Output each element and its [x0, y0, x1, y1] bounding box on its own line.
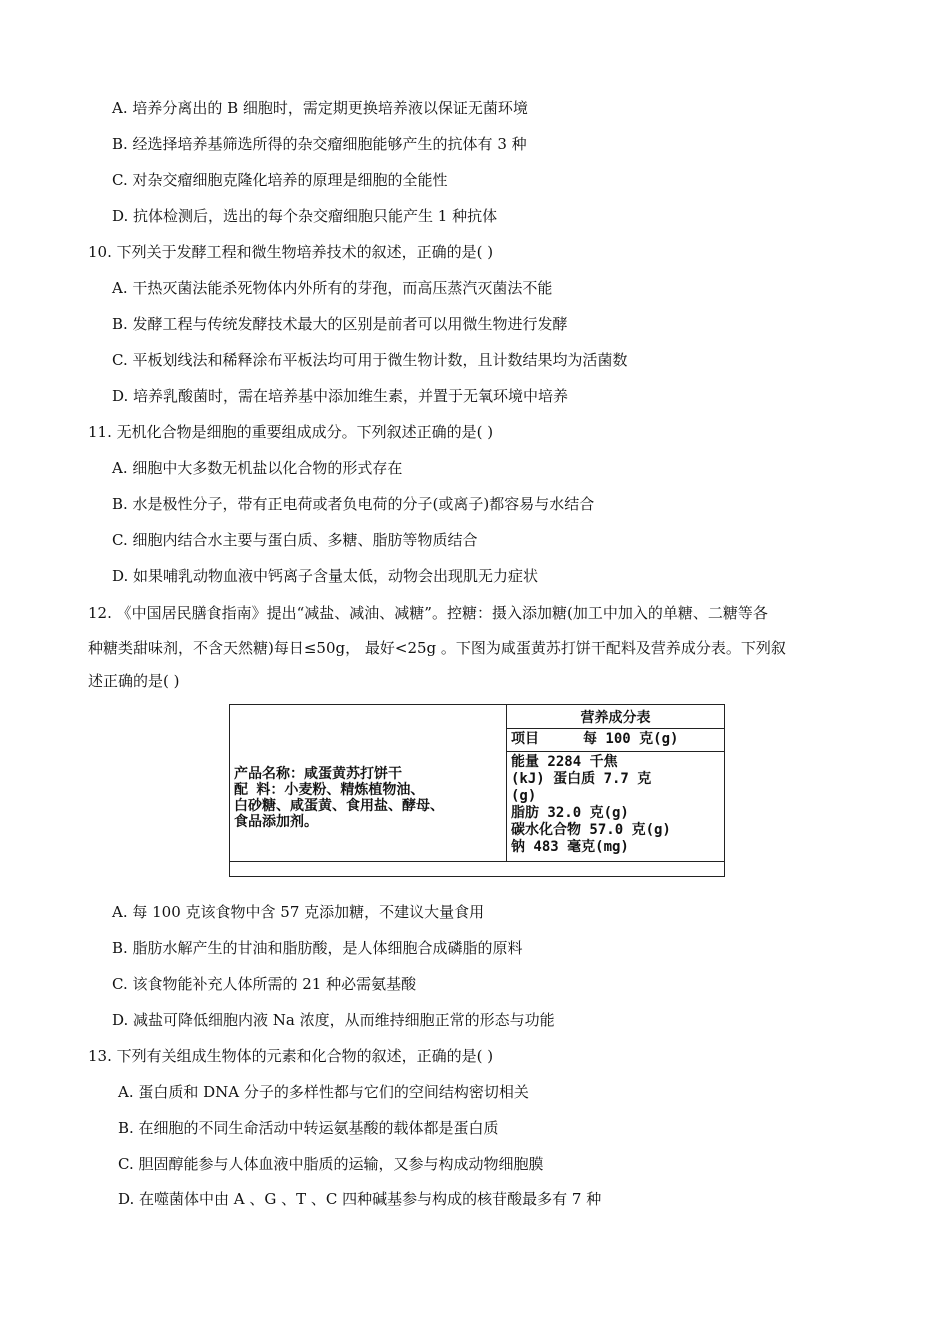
q13-option-a: A. 蛋白质和 DNA 分子的多样性都与它们的空间结构密切相关	[118, 1083, 529, 1101]
q12-stem-line3: 述正确的是( )	[88, 672, 180, 690]
fact-protein: (kJ) 蛋白质 7.7 克	[511, 771, 652, 788]
q12-option-c: C. 该食物能补充人体所需的 21 种必需氨基酸	[112, 975, 417, 993]
fact-carbohydrate: 碳水化合物 57.0 克(g)	[511, 822, 671, 839]
q13-option-b: B. 在细胞的不同生命活动中转运氨基酸的载体都是蛋白质	[118, 1119, 499, 1137]
q10-option-a: A. 干热灭菌法能杀死物体内外所有的芽孢，而高压蒸汽灭菌法不能	[112, 279, 553, 297]
q9-option-c: C. 对杂交瘤细胞克隆化培养的原理是细胞的全能性	[112, 171, 448, 189]
fact-fat: 脂肪 32.0 克(g)	[511, 805, 629, 822]
q10-option-b: B. 发酵工程与传统发酵技术最大的区别是前者可以用微生物进行发酵	[112, 315, 568, 333]
facts-header-item: 项目	[511, 731, 539, 748]
product-info-cell	[230, 705, 507, 862]
fact-sodium: 钠 483 毫克(mg)	[511, 839, 629, 856]
fact-protein-unit: (g)	[511, 788, 537, 805]
nutrition-facts-title: 营养成分表	[507, 705, 725, 729]
q11-option-a: A. 细胞中大多数无机盐以化合物的形式存在	[112, 459, 403, 477]
q13-stem: 13. 下列有关组成生物体的元素和化合物的叙述，正确的是( )	[88, 1047, 494, 1065]
facts-header-per: 每 100 克(g)	[583, 731, 679, 748]
q13-option-d: D. 在噬菌体中由 A 、G 、T 、C 四种碱基参与构成的核苷酸最多有 7 种	[118, 1190, 602, 1208]
q12-option-a: A. 每 100 克该食物中含 57 克添加糖，不建议大量食用	[112, 903, 485, 921]
q12-stem-line2: 种糖类甜味剂，不含天然糖)每日≤50g， 最好<25g 。下图为咸蛋黄苏打饼干配料及营养成分表。下列叙	[88, 639, 786, 657]
q13-option-c: C. 胆固醇能参与人体血液中脂质的运输，又参与构成动物细胞膜	[118, 1155, 544, 1173]
product-name: 产品名称：咸蛋黄苏打饼干	[234, 765, 402, 782]
q11-option-d: D. 如果哺乳动物血液中钙离子含量太低，动物会出现肌无力症状	[112, 567, 539, 585]
q11-option-c: C. 细胞内结合水主要与蛋白质、多糖、脂肪等物质结合	[112, 531, 478, 549]
ingredients-line3: 食品添加剂。	[234, 813, 318, 830]
q12-option-d: D. 减盐可降低细胞内液 Na 浓度，从而维持细胞正常的形态与功能	[112, 1011, 555, 1029]
q12-stem-line1: 12. 《中国居民膳食指南》提出“减盐、减油、减糖”。控糖：摄入添加糖(加工中加入的单糖、二糖等各	[88, 604, 768, 622]
q9-option-b: B. 经选择培养基筛选所得的杂交瘤细胞能够产生的抗体有 3 种	[112, 135, 527, 153]
table-empty-row	[230, 861, 725, 876]
ingredients-line1: 配 料：小麦粉、精炼植物油、	[234, 781, 425, 798]
nutrition-facts-cell	[507, 729, 725, 861]
q11-stem: 11. 无机化合物是细胞的重要组成成分。下列叙述正确的是( )	[88, 423, 494, 441]
q10-option-d: D. 培养乳酸菌时，需在培养基中添加维生素，并置于无氧环境中培养	[112, 387, 569, 405]
nutrition-table	[229, 704, 725, 877]
q11-option-b: B. 水是极性分子，带有正电荷或者负电荷的分子(或离子)都容易与水结合	[112, 495, 595, 513]
q10-option-c: C. 平板划线法和稀释涂布平板法均可用于微生物计数，且计数结果均为活菌数	[112, 351, 628, 369]
q10-stem: 10. 下列关于发酵工程和微生物培养技术的叙述，正确的是( )	[88, 243, 494, 261]
q12-option-b: B. 脂肪水解产生的甘油和脂肪酸，是人体细胞合成磷脂的原料	[112, 939, 523, 957]
q9-option-a: A. 培养分离出的 B 细胞时，需定期更换培养液以保证无菌环境	[112, 99, 528, 117]
fact-energy: 能量 2284 千焦	[511, 754, 618, 771]
facts-header-row	[507, 729, 724, 752]
ingredients-line2: 白砂糖、咸蛋黄、食用盐、酵母、	[234, 797, 444, 814]
q9-option-d: D. 抗体检测后，选出的每个杂交瘤细胞只能产生 1 种抗体	[112, 207, 498, 225]
